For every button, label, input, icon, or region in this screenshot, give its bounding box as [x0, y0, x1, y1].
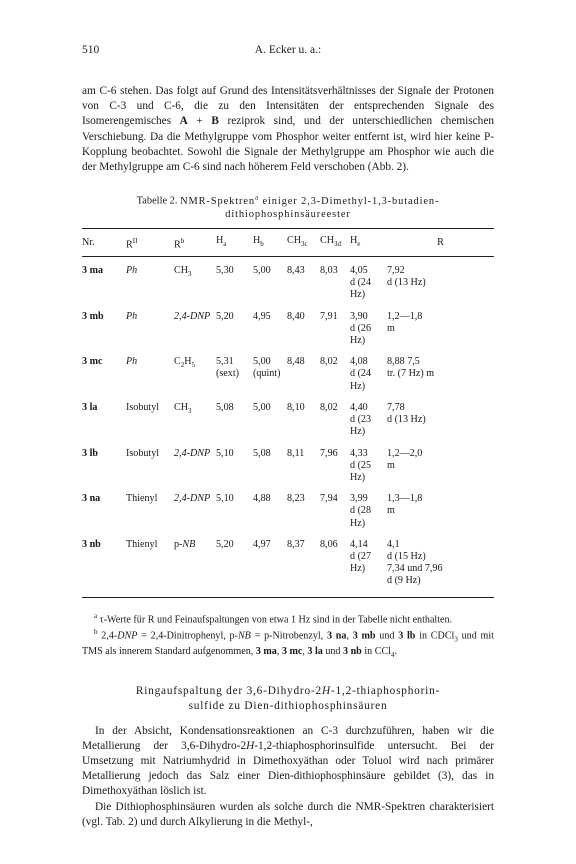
- r-coupling: m: [387, 459, 395, 471]
- r-coupling: d (13 Hz): [387, 277, 426, 289]
- cell-hb: 4,97: [253, 538, 271, 550]
- body-paragraph: In der Absicht, Kondensationsreaktionen an C-3 durchzuführen, haben wir die Metallierung der 3,6-Dihydro-2H-1,2-thiaphosphorinsulfide untersucht. Bei der Umsetzung mit Natriumhydrid in Dimethoxyäthan oder Toluol wird nach primärer Metallierung jedoch das Salz einer Dien-dithiophosphinsäure gebildet (3), das in Dimethoxyäthan löslich ist.: [82, 724, 494, 798]
- col-header-r2: $R^{II}$: [126, 236, 138, 250]
- cell-ha: 5,10: [216, 447, 234, 459]
- col-header-ch3d: $CH_{3d}$: [320, 235, 342, 249]
- page-header: [82, 44, 494, 62]
- he-value: 4,33: [350, 447, 368, 459]
- he-coupling: d (26 Hz): [350, 322, 372, 347]
- cell-he: [350, 257, 387, 302]
- r-value: 8,88 7,5: [387, 356, 420, 368]
- he-coupling: d (28 Hz): [350, 505, 372, 529]
- cell-r2: Thienyl: [126, 493, 158, 505]
- nmr-table: [82, 228, 494, 598]
- hb-value: 5,00: [253, 356, 271, 368]
- r-value: 1,3—1,8: [387, 493, 423, 505]
- cell-ch3d: 7,94: [320, 493, 338, 505]
- hb-multiplicity: (quint): [253, 368, 281, 380]
- cell-ch3c: 8,37: [287, 538, 305, 550]
- table-row: [82, 302, 494, 348]
- cell-r: [387, 530, 494, 597]
- table-row: [82, 530, 494, 597]
- page-number: 510: [82, 44, 100, 56]
- cell-rb: p-NB: [174, 538, 196, 550]
- ha-value: 5,31: [216, 356, 234, 368]
- table-row: [82, 439, 494, 485]
- ha-multiplicity: (sext): [216, 368, 239, 380]
- cell-r2: Ph: [126, 356, 138, 368]
- cell-ch3c: 8,10: [287, 401, 305, 413]
- table-row: [82, 393, 494, 439]
- section-heading: Ringaufspaltung der 3,6-Dihydro-2H-1,2-thiaphosphorin- sulfide zu Dien-dithiophosphinsäuren: [135, 684, 441, 712]
- cell-he: [350, 439, 387, 485]
- col-header-r: R: [437, 236, 444, 248]
- cell-ha: 5,20: [216, 310, 234, 322]
- table-row: [82, 257, 494, 302]
- cell-he: [350, 530, 387, 597]
- table-caption: [82, 191, 494, 221]
- col-header-nr: Nr.: [82, 236, 95, 248]
- r-value: 7,92: [387, 265, 405, 277]
- cell-nr: 3 ma: [82, 265, 104, 277]
- intro-paragraph: am C-6 stehen. Das folgt auf Grund des Intensitätsverhältnisses der Signale der Protonen von C-3 und C-6, die zu den Intensitäten der entsprechenden Signale des Isomerengemisches A + B reziprok sind, und der unterschiedlichen chemischen Verschiebung. Da die Methylgruppe vom Phosphor weiter entfernt ist, wird hier keine P-Kopplung beobachtet. Sowohl die Signale der Methylgruppe am Phosphor wie auch die der Methylgruppe am C-6 sind nach höherem Feld verschoben (Abb. 2).: [82, 85, 494, 174]
- col-header-he: $H_e$: [350, 235, 361, 249]
- col-header-rb: $R^b$: [174, 236, 185, 250]
- cell-hb: 5,00: [253, 401, 271, 413]
- he-value: 4,14: [350, 538, 368, 550]
- he-coupling: d (25 Hz): [350, 459, 372, 483]
- cell-ha: 5,10: [216, 493, 234, 505]
- table-footnotes: [82, 610, 494, 662]
- cell-r: [387, 393, 494, 439]
- cell-he: [350, 347, 387, 393]
- cell-r: [387, 484, 494, 530]
- cell-ha: 5,20: [216, 538, 234, 550]
- cell-ch3d: 7,96: [320, 447, 338, 459]
- cell-r2: Thienyl: [126, 538, 158, 550]
- cell-nr: 3 mb: [82, 310, 104, 322]
- cell-ha: 5,30: [216, 265, 234, 277]
- cell-hb: 4,95: [253, 310, 271, 322]
- cell-he: [350, 484, 387, 530]
- cell-ha: [216, 347, 253, 393]
- table-caption-prefix: Tabelle 2.: [136, 195, 178, 207]
- he-value: 4,08: [350, 356, 368, 368]
- cell-r2: Isobutyl: [126, 401, 160, 413]
- col-header-ha: $H_a$: [216, 235, 227, 249]
- footnote-a-text: τ-Werte für R und Feinaufspaltungen von etwa 1 Hz sind in der Tabelle nicht enthalten.: [99, 613, 453, 625]
- cell-hb: 5,08: [253, 447, 271, 459]
- r-coupling: tr. (7 Hz) m: [387, 368, 435, 380]
- cell-r: [387, 347, 494, 393]
- he-coupling: d (24 Hz): [350, 368, 372, 392]
- r-coupling: m: [387, 322, 395, 334]
- cell-ch3c: 8,23: [287, 493, 305, 505]
- he-value: 4,05: [350, 265, 368, 277]
- cell-r2: Ph: [126, 265, 138, 277]
- table-caption-title: NMR-Spektren$^a$ einiger 2,3-Dimethyl-1,3-butadien- dithiophosphinsäureester: [180, 193, 440, 221]
- cell-r: [387, 439, 494, 485]
- r-value: 4,1: [387, 538, 400, 550]
- cell-nr: 3 na: [82, 493, 101, 505]
- cell-nr: 3 nb: [82, 538, 101, 550]
- cell-ch3d: 8,02: [320, 401, 338, 413]
- cell-r: [387, 257, 494, 302]
- table-row: [82, 347, 494, 393]
- cell-he: [350, 302, 387, 348]
- cell-ch3d: 8,02: [320, 356, 338, 368]
- cell-ch3c: 8,11: [287, 447, 305, 459]
- col-header-ch3c: $CH_{3c}$: [287, 235, 308, 249]
- footnote-b: $^b$ 2,4-DNP = 2,4-Dinitrophenyl, p-NB = p-Nitrobenzyl, 3 na, 3 mb und 3 lb in CDCl$_3$ und mit TMS als innerem Standard aufgenommen, 3 ma, 3 mc, 3 la und 3 nb in CCl$_4$.: [82, 628, 494, 660]
- cell-nr: 3 la: [82, 401, 98, 413]
- cell-r2: Isobutyl: [126, 447, 160, 459]
- cell-rb: $C_2H_5$: [174, 356, 196, 370]
- footnote-a: $^a$ τ-Werte für R und Feinaufspaltungen von etwa 1 Hz sind in der Tabelle nicht enthalten.: [94, 611, 453, 625]
- he-coupling: d (24 Hz): [350, 277, 372, 301]
- he-value: 3,90: [350, 310, 368, 322]
- cell-ch3d: 8,06: [320, 538, 338, 550]
- col-header-hb: $H_b$: [253, 235, 264, 249]
- cell-r2: Ph: [126, 310, 138, 322]
- cell-rb: 2,4-DNP: [174, 447, 211, 459]
- r-value: 1,2—2,0: [387, 447, 423, 459]
- he-coupling: d (27 Hz): [350, 550, 372, 575]
- cell-rb: $CH_3$: [174, 265, 192, 279]
- cell-rb: $CH_3$: [174, 401, 192, 415]
- cell-rb: 2,4-DNP: [174, 493, 211, 505]
- r-value: 1,2—1,8: [387, 310, 423, 322]
- cell-ch3c: 8,48: [287, 356, 305, 368]
- cell-ch3d: 7,91: [320, 310, 338, 322]
- he-value: 3,99: [350, 493, 368, 505]
- r-coupling: d (15 Hz): [387, 550, 426, 562]
- cell-hb: [253, 347, 287, 393]
- body-paragraph: Die Dithiophosphinsäuren wurden als solche durch die NMR-Spektren charakterisiert (vgl. Tab. 2) und durch Alkylierung in die Methyl-,: [82, 800, 494, 828]
- table-header-row: [82, 228, 494, 257]
- cell-r: [387, 302, 494, 348]
- cell-nr: 3 mc: [82, 356, 103, 368]
- cell-nr: 3 lb: [82, 447, 98, 459]
- running-head: A. Ecker u. a.:: [254, 44, 322, 56]
- cell-he: [350, 393, 387, 439]
- cell-ch3c: 8,40: [287, 310, 305, 322]
- table-row: [82, 484, 494, 530]
- r-value: 7,78: [387, 401, 405, 413]
- cell-ch3c: 8,43: [287, 265, 305, 277]
- he-value: 4,40: [350, 401, 368, 413]
- r-value-2: 7,34 und 7,96: [387, 563, 443, 575]
- cell-hb: 5,00: [253, 265, 271, 277]
- r-coupling: d (13 Hz): [387, 414, 426, 426]
- cell-hb: 4,88: [253, 493, 271, 505]
- cell-ha: 5,08: [216, 401, 234, 413]
- r-coupling-2: d (9 Hz): [387, 575, 421, 587]
- journal-page: [82, 44, 494, 830]
- he-coupling: d (23 Hz): [350, 414, 372, 438]
- cell-ch3d: 8,03: [320, 265, 338, 277]
- cell-rb: 2,4-DNP: [174, 310, 211, 322]
- r-coupling: m: [387, 505, 395, 517]
